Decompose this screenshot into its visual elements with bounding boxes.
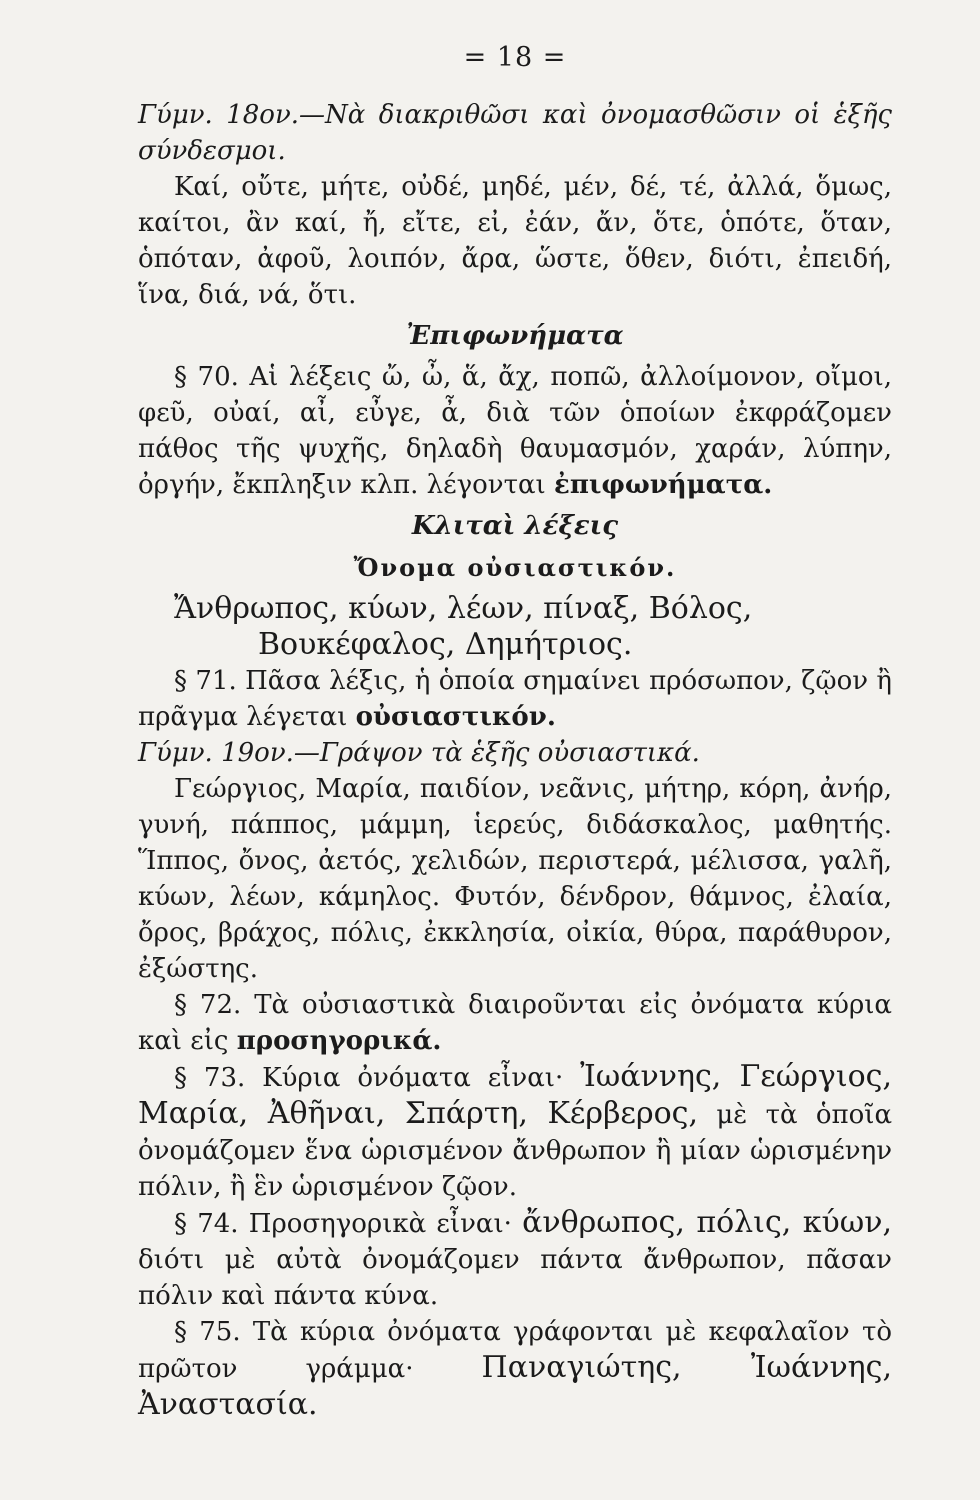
page-number: = 18 = <box>463 42 567 73</box>
paragraph-74 <box>138 1205 892 1314</box>
paragraph-70 <box>138 359 892 503</box>
paragraph-71-text: § 71. Πᾶσα λέξις, ἡ ὁποία σημαίνει πρόσωπον, ζῷον ἢ πρᾶγμα λέγεται <box>138 666 892 732</box>
paragraph-73-text-a: § 73. Κύρια ὀνόματα εἶναι· <box>174 1063 564 1093</box>
noun-examples-line-1: Ἄνθρωπος, κύων, λέων, πίναξ, Βόλος, <box>174 591 753 626</box>
exercise-18: Γύμν. 18ον.—Νὰ διακριθῶσι καὶ ὀνομασθῶσιν οἱ ἑξῆς σύνδεσμοι. <box>138 100 892 166</box>
noun-examples-line-2: Βουκέφαλος, Δημήτριος. <box>258 627 633 662</box>
heading-inflected-words: Κλιταὶ λέξεις <box>411 511 619 541</box>
paragraph-74-text-b: διότι μὲ αὐτὰ ὀνομάζομεν πάντα ἄνθρωπον, πᾶσαν πόλιν καὶ πάντα κύνα. <box>138 1245 892 1311</box>
paragraph-75-examples: Παναγιώτης, Ἰωάννης, Ἀναστασία. <box>138 1350 892 1422</box>
paragraph-72-text: § 72. Τὰ οὐσιαστικὰ διαιροῦνται εἰς ὀνόματα κύρια καὶ εἰς <box>138 990 892 1056</box>
paragraph-73 <box>138 1059 892 1205</box>
exercise-19: Γύμν. 19ον.—Γράψον τὰ ἑξῆς οὐσιαστικά. <box>138 738 700 768</box>
paragraph-74-text-a: § 74. Προσηγορικὰ εἶναι· <box>174 1209 512 1239</box>
paragraph-71-term: οὐσιαστικόν. <box>355 702 556 732</box>
paragraph-73-text-b: μὲ τὰ ὁποῖα ὀνομάζομεν ἕνα ὡρισμένον ἄνθρωπον ἢ μίαν ὡρισμένην πόλιν, ἢ ἓν ὡρισμένον ζῷον. <box>138 1100 893 1202</box>
paragraph-75-text: § 75. Τὰ κύρια ὀνόματα γράφονται μὲ κεφαλαῖον τὸ πρῶτον γράμμα· <box>138 1317 892 1384</box>
paragraph-75 <box>138 1314 892 1424</box>
heading-noun: Ὄνομα οὐσιαστικόν. <box>353 553 677 582</box>
conjunctions-list: Καί, οὔτε, μήτε, οὐδέ, μηδέ, μέν, δέ, τέ, ἀλλά, ὅμως, καίτοι, ἂν καί, ἤ, εἴτε, εἰ, ἐάν, ἄν, ὅτε, ὁπότε, ὅταν, ὁπόταν, ἀφοῦ, λοιπόν, ἄρα, ὥστε, ὅθεν, διότι, ἐπειδή, ἵνα, διά, νά, ὅτι. <box>138 172 892 310</box>
paragraph-70-term: ἐπιφωνήματα. <box>554 470 773 500</box>
paragraph-71 <box>138 663 892 735</box>
paragraph-70-text: § 70. Αἱ λέξεις ὤ, ὦ, ἅ, ἄχ, ποπῶ, ἀλλοίμονον, οἴμοι, φεῦ, οὐαί, αἶ, εὖγε, ἆ, διὰ τῶν ὁποίων ἐκφράζομεν πάθος τῆς ψυχῆς, δηλαδὴ θαυμασμόν, χαράν, λύπην, ὀργήν, ἔκπληξιν κλπ. λέγονται <box>138 362 892 500</box>
paragraph-74-examples: ἄνθρωπος, πόλις, κύων, <box>522 1205 892 1240</box>
heading-interjections: Ἐπιφωνήματα <box>406 321 624 351</box>
nouns-list: Γεώργιος, Μαρία, παιδίον, νεᾶνις, μήτηρ, κόρη, ἀνήρ, γυνή, πάππος, μάμμη, ἱερεύς, διδάσκαλος, μαθητής. Ἵππος, ὄνος, ἀετός, χελιδών, περιστερά, μέλισσα, γαλῆ, κύων, λέων, κάμηλος. Φυτόν, δένδρον, θάμνος, ἐλαία, ὄρος, βράχος, πόλις, ἐκκλησία, οἰκία, θύρα, παράθυρον, ἐξώστης. <box>138 774 892 984</box>
paragraph-72-term: προσηγορικά. <box>236 1026 442 1056</box>
paragraph-72 <box>138 987 892 1059</box>
paragraph-73-examples: Ἰωάννης, Γεώργιος, Μαρία, Ἀθῆναι, Σπάρτη, Κέρβερος, <box>138 1059 893 1131</box>
